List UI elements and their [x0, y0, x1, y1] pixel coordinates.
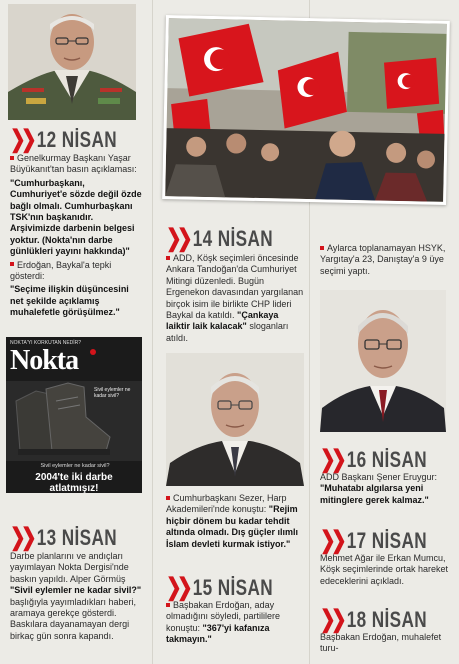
entry-quote: "Çankaya laiktir laik kalacak" — [166, 310, 279, 332]
entry-text: Cumhurbaşkanı Sezer, Harp Akademileri'nde konuştu: — [166, 493, 287, 515]
nokta-magazine-cover — [6, 337, 142, 493]
cover-headline-small: Sivil eylemler ne kadar sivil? — [94, 387, 131, 399]
entry-text: Başbakan Erdoğan, muhalefet turu- — [320, 632, 442, 654]
double-chevron-icon: ❯❯ — [320, 527, 343, 554]
bullet-icon — [10, 262, 14, 266]
entry-quote: "Cumhurbaşkanı, Cumhuriyet'e sözde değil özde bağlı olmalı. Cumhurbaşkanı TSK'nın başkanıdır. Arşivimizde darbenin belgesi yoktur. (Nokta'nın darbe günlükleri yayını hakkında)" — [10, 177, 142, 257]
entry-text: ADD Başkanı Şener Eruygur: — [320, 472, 438, 482]
date-heading-13-nisan — [10, 523, 117, 552]
bullet-icon — [166, 496, 170, 500]
entry-quote: "367'yi kafanıza takmayın." — [166, 622, 270, 645]
entry-text: Genelkurmay Başkanı Yaşar Büyükanıt'tan basın açıklaması: — [10, 153, 137, 175]
bullet-icon — [320, 246, 324, 250]
date-label: 16 NİSAN — [346, 446, 428, 472]
magazine-logo: Nokta — [10, 345, 79, 376]
cover-top-line: NOKTA'YI KORKUTAN NEDİR? — [10, 340, 82, 346]
date-heading-16-nisan — [320, 445, 427, 474]
entry-sezer — [166, 493, 306, 552]
entry-text: Aylarca toplanamayan HSYK, Yargıtay'a 23, Danıştay'a 9 üye seçimi yaptı. — [320, 243, 446, 276]
bullet-icon — [166, 256, 170, 260]
date-heading-15-nisan — [166, 573, 273, 602]
date-heading-14-nisan — [166, 224, 273, 253]
date-label: 18 NİSAN — [346, 606, 428, 632]
date-label: 13 NİSAN — [36, 524, 118, 550]
entry-text: Darbe planlarını ve andıçları yayımlayan Nokta Dergisi'nde baskın yapıldı. Alper Görmüş — [10, 551, 129, 584]
entry-15-nisan — [166, 600, 304, 648]
entry-hsyk — [320, 243, 450, 279]
entry-text: ADD, Köşk seçimleri öncesinde Ankara Tandoğan'da Cumhuriyet Mitingi düzenledi. Bugün Ergenekon davasından yargılanan birçok isim ile birlikte CHP lideri Baykal da katıldı. — [166, 253, 304, 321]
date-heading-12-nisan — [10, 125, 117, 154]
entry-quote: "Seçime ilişkin düşüncesini net şekilde açıklamış muhalefetle görüşülmez." — [10, 284, 129, 318]
double-chevron-icon: ❯❯ — [166, 574, 189, 601]
double-chevron-icon: ❯❯ — [320, 446, 343, 473]
date-label: 14 NİSAN — [192, 225, 274, 251]
eruygur-portrait-photo — [320, 290, 446, 432]
date-label: 12 NİSAN — [36, 126, 118, 152]
column-divider-left — [152, 0, 153, 664]
entry-text: Erdoğan, Baykal'a tepki gösterdi: — [10, 259, 112, 282]
bullet-icon — [166, 603, 170, 607]
cover-subline: Sivil eylemler ne kadar sivil? — [40, 463, 110, 469]
general-portrait-photo — [8, 4, 136, 120]
entry-14-nisan — [166, 253, 304, 346]
entry-quote: "Sivil eylemler ne kadar sivil?" — [10, 585, 142, 596]
entry-13-nisan — [10, 551, 144, 644]
double-chevron-icon: ❯❯ — [320, 606, 343, 633]
entry-text: başlığıyla yayımladıkları haberi, aramaya gerekçe gösterdi. Baskılara dayanamayan dergi birkaç gün sonra kapandı. — [10, 596, 137, 641]
sezer-portrait-photo — [166, 353, 304, 486]
bullet-icon — [10, 156, 14, 160]
double-chevron-icon: ❯❯ — [166, 225, 189, 252]
entry-12-nisan — [10, 153, 142, 321]
cover-headline: 2004'te iki darbe atlatmışız! — [35, 472, 113, 493]
entry-16-nisan — [320, 472, 452, 508]
entry-text: Mehmet Ağar ile Erkan Mumcu, Köşk seçimlerinde ortak hareket edeceklerini açıkladı. — [320, 553, 449, 586]
entry-quote: "Muhatabı algılarsa yeni mitinglere gerek kalmaz." — [320, 483, 429, 505]
entry-text: Başbakan Erdoğan, aday olmadığını söyledi, partililere konuştu: — [166, 600, 281, 633]
date-heading-17-nisan — [320, 526, 427, 555]
rally-flags-photo — [162, 15, 450, 205]
entry-17-nisan — [320, 553, 452, 589]
double-chevron-icon: ❯❯ — [10, 126, 33, 153]
logo-red-dot — [90, 349, 96, 355]
entry-18-nisan — [320, 632, 454, 657]
entry-quote: "Rejim hiçbir dönem bu kadar tehdit altında olmadı. Dış güçler ılımlı İslam devleti kurmak istiyor." — [166, 504, 299, 549]
date-label: 15 NİSAN — [192, 574, 274, 600]
entry-text: sloganları atıldı. — [166, 321, 289, 343]
date-label: 17 NİSAN — [346, 527, 428, 553]
date-heading-18-nisan — [320, 605, 427, 634]
double-chevron-icon: ❯❯ — [10, 524, 33, 551]
